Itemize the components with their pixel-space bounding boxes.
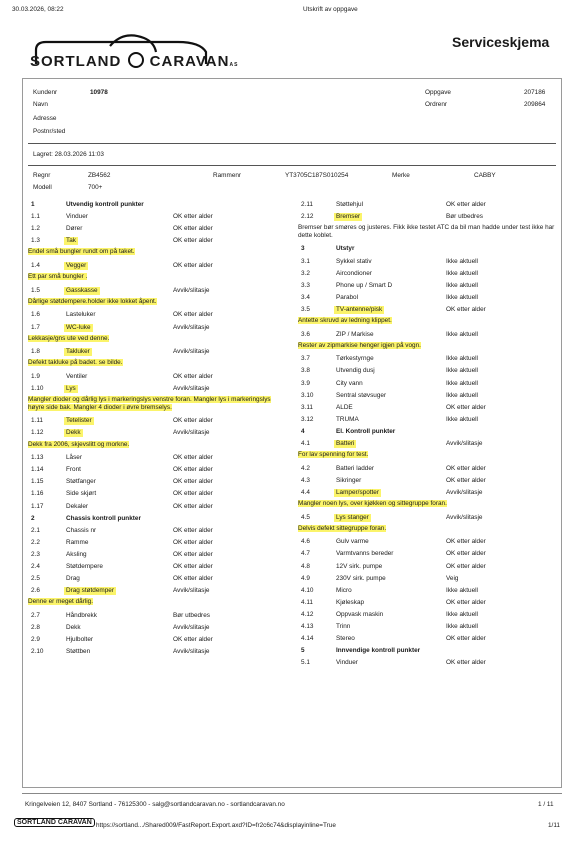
item-number: 3.11 <box>301 403 313 411</box>
checklist-row <box>28 322 283 334</box>
item-number: 4.11 <box>301 598 313 606</box>
checklist-row <box>298 512 556 524</box>
item-name: Vinduer <box>66 213 88 221</box>
item-number: 1.10 <box>31 385 44 392</box>
item-number: 1.12 <box>31 429 44 437</box>
rammenr-value: YT3705C187S010254 <box>285 172 349 179</box>
item-status: Ikke aktuell <box>446 281 478 289</box>
ordrenr-label: Ordrenr <box>425 101 448 108</box>
checklist-row <box>298 657 556 669</box>
item-status: OK etter alder <box>173 262 213 269</box>
item-number: 3.8 <box>301 367 310 375</box>
item-status: OK etter alder <box>173 575 213 583</box>
footer-address: Kringelveien 12, 8407 Sortland - 76125300 - salg@sortlandcaravan.no - sortlandcaravan.no <box>25 801 285 808</box>
merke-label: Merke <box>392 172 410 179</box>
item-name: Utvendig kontroll punkter <box>66 201 144 208</box>
item-status: OK etter alder <box>173 213 213 221</box>
item-status: Avvik/slitasje <box>446 513 483 521</box>
item-name: Phone up / Smart D <box>336 281 393 289</box>
item-name: Lamper/spotter <box>336 488 379 496</box>
postnr-label: Postnr/sted <box>33 128 66 135</box>
item-status: OK etter alder <box>446 659 486 667</box>
item-status: Avvik/slitasje <box>173 323 210 331</box>
checklist-row <box>28 371 283 383</box>
checklist-row <box>28 260 283 272</box>
item-status: OK etter alder <box>446 598 486 606</box>
item-name: Lasteluker <box>66 311 96 319</box>
checklist-row <box>28 427 283 439</box>
item-status: Bør utbedres <box>173 611 210 619</box>
item-number: 2.2 <box>31 538 40 546</box>
regnr-value: ZB4562 <box>88 172 111 179</box>
checklist-row <box>28 525 283 537</box>
checklist-row <box>28 223 283 235</box>
item-number: 4.10 <box>301 586 314 594</box>
item-status: OK etter alder <box>173 550 213 558</box>
checklist-row <box>298 597 556 609</box>
item-status: OK etter alder <box>446 562 486 570</box>
lagret-stamp: Lagret: 28.03.2026 11:03 <box>33 151 104 158</box>
item-number: 2.9 <box>31 636 40 644</box>
item-status: OK etter alder <box>173 372 213 380</box>
checklist-row <box>28 488 283 500</box>
item-number: 4.12 <box>301 610 314 618</box>
checklist-row <box>298 268 556 280</box>
item-name: Chassis nr <box>66 526 97 534</box>
item-status: Ikke aktuell <box>446 330 478 338</box>
item-name: El. Kontroll punkter <box>336 427 396 435</box>
wheel-icon <box>128 52 144 68</box>
item-status: OK etter alder <box>446 403 486 411</box>
item-number: 2.11 <box>301 201 313 208</box>
item-number: 4.13 <box>301 623 314 630</box>
item-name: Takluker <box>66 348 90 356</box>
item-status: Ikke aktuell <box>446 257 478 265</box>
item-name: Tørkestyrnge <box>336 355 374 363</box>
item-name: Gulv varme <box>336 538 369 546</box>
checklist-row <box>298 487 556 499</box>
item-status: Avvik/slitasje <box>173 587 210 595</box>
item-name: WC-luke <box>66 323 91 331</box>
item-status: Avvik/slitasje <box>173 429 210 437</box>
item-name: Låser <box>66 454 82 462</box>
checklist-row <box>28 646 283 658</box>
item-status: OK etter alder <box>173 538 213 546</box>
checklist-row <box>28 622 283 634</box>
item-name: Tetelister <box>66 417 92 425</box>
item-number: 3.6 <box>301 330 310 338</box>
item-status: OK etter alder <box>173 563 213 570</box>
item-name: 12V sirk. pumpe <box>336 562 383 570</box>
checklist-row <box>298 378 556 390</box>
item-name: Støtfanger <box>66 478 96 486</box>
checklist-row <box>28 549 283 561</box>
item-status: OK etter alder <box>173 237 213 245</box>
item-number: 3.4 <box>301 293 310 301</box>
checklist-row <box>28 476 283 488</box>
brand-left: SORTLAND <box>30 53 122 70</box>
modell-label: Modell <box>33 184 52 191</box>
item-status: Ikke aktuell <box>446 610 478 618</box>
checklist-row <box>298 292 556 304</box>
remark-note: Dårlige støtdempere.holder ikke lokket åpent. <box>28 297 157 305</box>
item-number: 3.7 <box>301 355 310 363</box>
checklist-row <box>28 561 283 573</box>
item-number: 2.5 <box>31 575 40 583</box>
footer-url[interactable]: https://sortland.../Shared009/FastReport.Export.axd?ID=fr2c6c74&displayinline=True <box>96 822 336 829</box>
merke-value: CABBY <box>474 172 496 179</box>
checklist-row <box>28 501 283 513</box>
item-name: Side skjørt <box>66 490 97 498</box>
item-name: Utstyr <box>336 245 355 253</box>
checklist-row <box>298 211 556 223</box>
item-number: 4.7 <box>301 550 310 558</box>
navn-label: Navn <box>33 101 48 108</box>
item-status: OK etter alder <box>173 478 213 486</box>
section-header <box>298 645 556 657</box>
item-name: Trinn <box>336 623 351 630</box>
item-name: Vinduer <box>336 659 358 667</box>
item-number: 2.4 <box>31 563 40 570</box>
item-status: OK etter alder <box>173 636 213 644</box>
item-name: Støtdempere <box>66 563 103 570</box>
print-datetime: 30.03.2026, 08:22 <box>12 6 64 13</box>
item-number: 4.2 <box>301 464 310 472</box>
checklist-row <box>28 346 283 358</box>
remark-note: Ett par små bungler . <box>28 273 88 281</box>
checklist-row <box>28 610 283 622</box>
item-name: Dekaler <box>66 502 89 510</box>
kundenr-label: Kundenr <box>33 89 58 96</box>
item-number: 5.1 <box>301 659 310 667</box>
checklist-row <box>298 475 556 487</box>
checklist-row <box>298 548 556 560</box>
checklist-row <box>28 211 283 223</box>
item-name: Aircondioner <box>336 269 372 277</box>
item-name: Dører <box>66 225 83 233</box>
item-number: 1.16 <box>31 490 44 498</box>
item-status: OK etter alder <box>173 225 213 233</box>
checklist-row <box>28 235 283 247</box>
item-status: Avvik/slitasje <box>446 440 483 447</box>
checklist-row <box>298 256 556 268</box>
checklist-row <box>28 573 283 585</box>
item-status: Ikke aktuell <box>446 355 478 363</box>
checklist-row <box>298 621 556 633</box>
item-status: OK etter alder <box>446 305 486 313</box>
checklist-row <box>28 634 283 646</box>
item-status: OK etter alder <box>173 502 213 510</box>
item-name: Dekk <box>66 429 81 437</box>
remark-note: Rester av zipmarkise henger igjen på vogn. <box>298 341 421 349</box>
item-number: 1.5 <box>31 286 40 294</box>
checklist-row <box>298 280 556 292</box>
item-number: 4.6 <box>301 538 310 546</box>
item-name: Varmtvanns bereder <box>336 550 394 558</box>
item-status: OK etter alder <box>446 464 486 472</box>
regnr-label: Regnr <box>33 172 51 179</box>
item-name: Sentral støvsuger <box>336 391 387 399</box>
checklist-row <box>298 353 556 365</box>
item-number: 2.10 <box>31 648 44 656</box>
remark-note: Defekt takluke på badet. se bilde. <box>28 359 123 367</box>
item-number: 3.9 <box>301 379 310 387</box>
item-name: Oppvask maskin <box>336 610 384 618</box>
ordrenr-value: 209864 <box>524 101 546 108</box>
footer-page: 1 / 11 <box>538 801 554 808</box>
item-number: 2.6 <box>31 587 40 595</box>
item-name: ALDE <box>336 403 353 411</box>
item-status: OK etter alder <box>173 454 213 462</box>
item-number: 3.1 <box>301 257 310 265</box>
checklist-row <box>298 585 556 597</box>
item-status: OK etter alder <box>446 476 486 484</box>
remark-note: Dekk fra 2006, skjevslitt og morkne. <box>28 440 130 448</box>
remark-note: Delvis defekt sittegruppe foran. <box>298 524 387 532</box>
brand-right: CARAVAN <box>149 53 230 70</box>
item-number: 4.8 <box>301 562 310 570</box>
item-number: 4.14 <box>301 635 314 643</box>
item-number: 2.3 <box>31 550 40 558</box>
item-number: 2.12 <box>301 213 314 221</box>
item-number: 4.4 <box>301 488 310 496</box>
item-number: 3.10 <box>301 391 314 399</box>
oppgave-label: Oppgave <box>425 89 451 96</box>
item-name: City vann <box>336 379 363 387</box>
print-title: Utskrift av oppgave <box>303 6 358 13</box>
item-status: OK etter alder <box>446 550 486 558</box>
item-name: Lys stanger <box>336 513 369 521</box>
item-status: Ikke aktuell <box>446 391 478 399</box>
checklist-row <box>28 464 283 476</box>
item-status: Bør utbedres <box>446 213 483 221</box>
item-name: Front <box>66 466 81 474</box>
item-name: Vegger <box>66 262 87 269</box>
checklist-row <box>28 585 283 597</box>
remark-note: Mangler noen lys, over kjøkken og sittegruppe foran. <box>298 500 447 507</box>
checklist-row <box>298 199 556 211</box>
checklist-row <box>298 633 556 645</box>
item-name: Chassis kontroll punkter <box>66 514 141 522</box>
checklist-row <box>298 463 556 475</box>
item-name: Batteri <box>336 440 355 447</box>
rammenr-label: Rammenr <box>213 172 242 179</box>
item-name: ZIP / Markise <box>336 330 374 338</box>
remark-note: Bremser bør smøres og justeres. Fikk ikke testet ATC da bil man hadde under test ikke har dette koblet. <box>298 224 555 239</box>
item-name: Parabol <box>336 293 359 301</box>
item-status: Avvik/slitasje <box>173 648 210 656</box>
item-name: Sykkel stativ <box>336 257 372 265</box>
item-name: Gasskasse <box>66 286 98 294</box>
checklist-row <box>298 573 556 585</box>
item-number: 5 <box>301 647 305 655</box>
item-status: Ikke aktuell <box>446 269 478 277</box>
item-status: Veig <box>446 574 459 582</box>
item-number: 4.5 <box>301 513 310 521</box>
checklist-row <box>298 438 556 450</box>
item-name: Ramme <box>66 538 89 546</box>
item-number: 1.1 <box>31 213 40 221</box>
divider <box>28 143 556 144</box>
item-name: Støttehjul <box>336 201 363 208</box>
item-status: Ikke aktuell <box>446 415 478 423</box>
checklist-row <box>28 285 283 297</box>
checklist-row <box>28 415 283 427</box>
item-name: Aksling <box>66 550 87 558</box>
item-name: Utvendig dusj <box>336 367 375 375</box>
doc-title: Serviceskjema <box>452 34 550 50</box>
item-name: Innvendige kontroll punkter <box>336 647 421 655</box>
item-status: Avvik/slitasje <box>173 385 210 392</box>
item-number: 1.14 <box>31 466 44 474</box>
item-name: TRUMA <box>336 415 359 423</box>
item-name: Dekk <box>66 624 81 631</box>
item-number: 4.1 <box>301 440 310 447</box>
item-name: Kjøleskap <box>336 598 365 606</box>
item-status: Ikke aktuell <box>446 379 478 387</box>
section-header <box>28 513 283 525</box>
footer-page-2: 1/11 <box>548 822 560 829</box>
item-name: Støttben <box>66 648 91 656</box>
item-status: OK etter alder <box>446 538 486 546</box>
item-number: 1 <box>31 201 35 208</box>
remark-note: Mangler dioder og dårlig lys i markeringslys venstre foran. Mangler lys i markeringslys høyre side bak. Mangler 4 dioder i øvre bremselys. <box>28 396 271 411</box>
item-status: OK etter alder <box>173 311 213 319</box>
oppgave-value: 207186 <box>524 89 546 96</box>
item-status: Avvik/slitasje <box>173 286 210 294</box>
item-name: 230V sirk. pumpe <box>336 574 386 582</box>
checklist-row <box>298 304 556 316</box>
checklist-row <box>298 329 556 341</box>
item-number: 4 <box>301 427 305 435</box>
divider <box>28 165 556 166</box>
item-name: Batteri ladder <box>336 464 375 472</box>
item-number: 1.15 <box>31 478 44 486</box>
item-number: 1.4 <box>31 262 40 269</box>
kundenr-value: 10978 <box>90 89 108 96</box>
section-header <box>298 243 556 255</box>
item-number: 1.8 <box>31 348 40 356</box>
item-number: 1.7 <box>31 323 40 331</box>
item-number: 3.5 <box>301 305 310 313</box>
item-name: Ventiler <box>66 372 88 380</box>
item-status: OK etter alder <box>173 466 213 474</box>
item-number: 1.2 <box>31 225 40 233</box>
checklist-row <box>298 536 556 548</box>
item-name: Stereo <box>336 635 355 643</box>
item-number: 2 <box>31 514 35 522</box>
item-status: Ikke aktuell <box>446 367 478 375</box>
item-number: 3.2 <box>301 269 310 277</box>
item-number: 1.9 <box>31 372 40 380</box>
item-name: Micro <box>336 586 352 594</box>
checklist-row <box>298 402 556 414</box>
item-name: Drag <box>66 575 80 583</box>
remark-note: Lekkasje/gns ute ved denne. <box>28 334 110 342</box>
checklist-row <box>298 414 556 426</box>
item-number: 2.7 <box>31 611 40 619</box>
modell-value: 700+ <box>88 184 103 191</box>
adresse-label: Adresse <box>33 115 57 122</box>
item-status: Ikke aktuell <box>446 293 478 301</box>
checklist-row <box>28 452 283 464</box>
item-name: TV-antenne/pisk <box>336 305 383 313</box>
item-status: Avvik/slitasje <box>446 488 483 496</box>
item-name: Hjulbolter <box>66 636 93 644</box>
item-number: 1.6 <box>31 311 40 319</box>
section-header <box>28 199 283 211</box>
item-status: Avvik/slitasje <box>173 348 210 356</box>
item-status: OK etter alder <box>173 417 213 425</box>
item-name: Håndbrekk <box>66 611 97 619</box>
item-number: 2.8 <box>31 624 40 631</box>
item-number: 3.3 <box>301 281 310 289</box>
remark-note: Endel små bungler rundt om på taket. <box>28 248 135 256</box>
footer-mini-logo: SORTLAND CARAVAN <box>14 818 95 827</box>
checklist-row <box>28 309 283 321</box>
item-name: Bremser <box>336 213 361 221</box>
checklist-row <box>28 383 283 395</box>
checklist-row <box>298 609 556 621</box>
item-status: OK etter alder <box>173 526 213 534</box>
item-status: OK etter alder <box>446 201 486 208</box>
item-status: Ikke aktuell <box>446 623 478 630</box>
item-number: 3.12 <box>301 415 314 423</box>
item-number: 1.3 <box>31 237 40 245</box>
item-number: 1.11 <box>31 417 43 425</box>
checklist-row <box>298 390 556 402</box>
item-number: 4.3 <box>301 476 310 484</box>
item-status: OK etter alder <box>446 635 486 643</box>
item-number: 1.17 <box>31 502 44 510</box>
checklist-row <box>28 537 283 549</box>
item-name: Sikringer <box>336 476 362 484</box>
footer-rule <box>22 793 562 794</box>
item-status: Ikke aktuell <box>446 586 478 594</box>
item-status: OK etter alder <box>173 490 213 498</box>
item-number: 4.9 <box>301 574 310 582</box>
remark-note: For lav spenning for test. <box>298 451 369 459</box>
item-number: 2.1 <box>31 526 40 534</box>
item-name: Lys <box>66 385 76 392</box>
remark-note: Denne er meget dårlig. <box>28 598 94 606</box>
item-name: Tak <box>66 237 76 245</box>
item-status: Avvik/slitasje <box>173 624 210 631</box>
remark-note: Antette skruvd av ledning klippet. <box>298 317 392 324</box>
checklist-row <box>298 561 556 573</box>
item-number: 1.13 <box>31 454 44 462</box>
item-number: 3 <box>301 245 305 253</box>
brand-suffix: AS <box>229 62 239 68</box>
item-name: Drag støtdemper <box>66 587 114 595</box>
checklist-row <box>298 365 556 377</box>
section-header <box>298 426 556 438</box>
